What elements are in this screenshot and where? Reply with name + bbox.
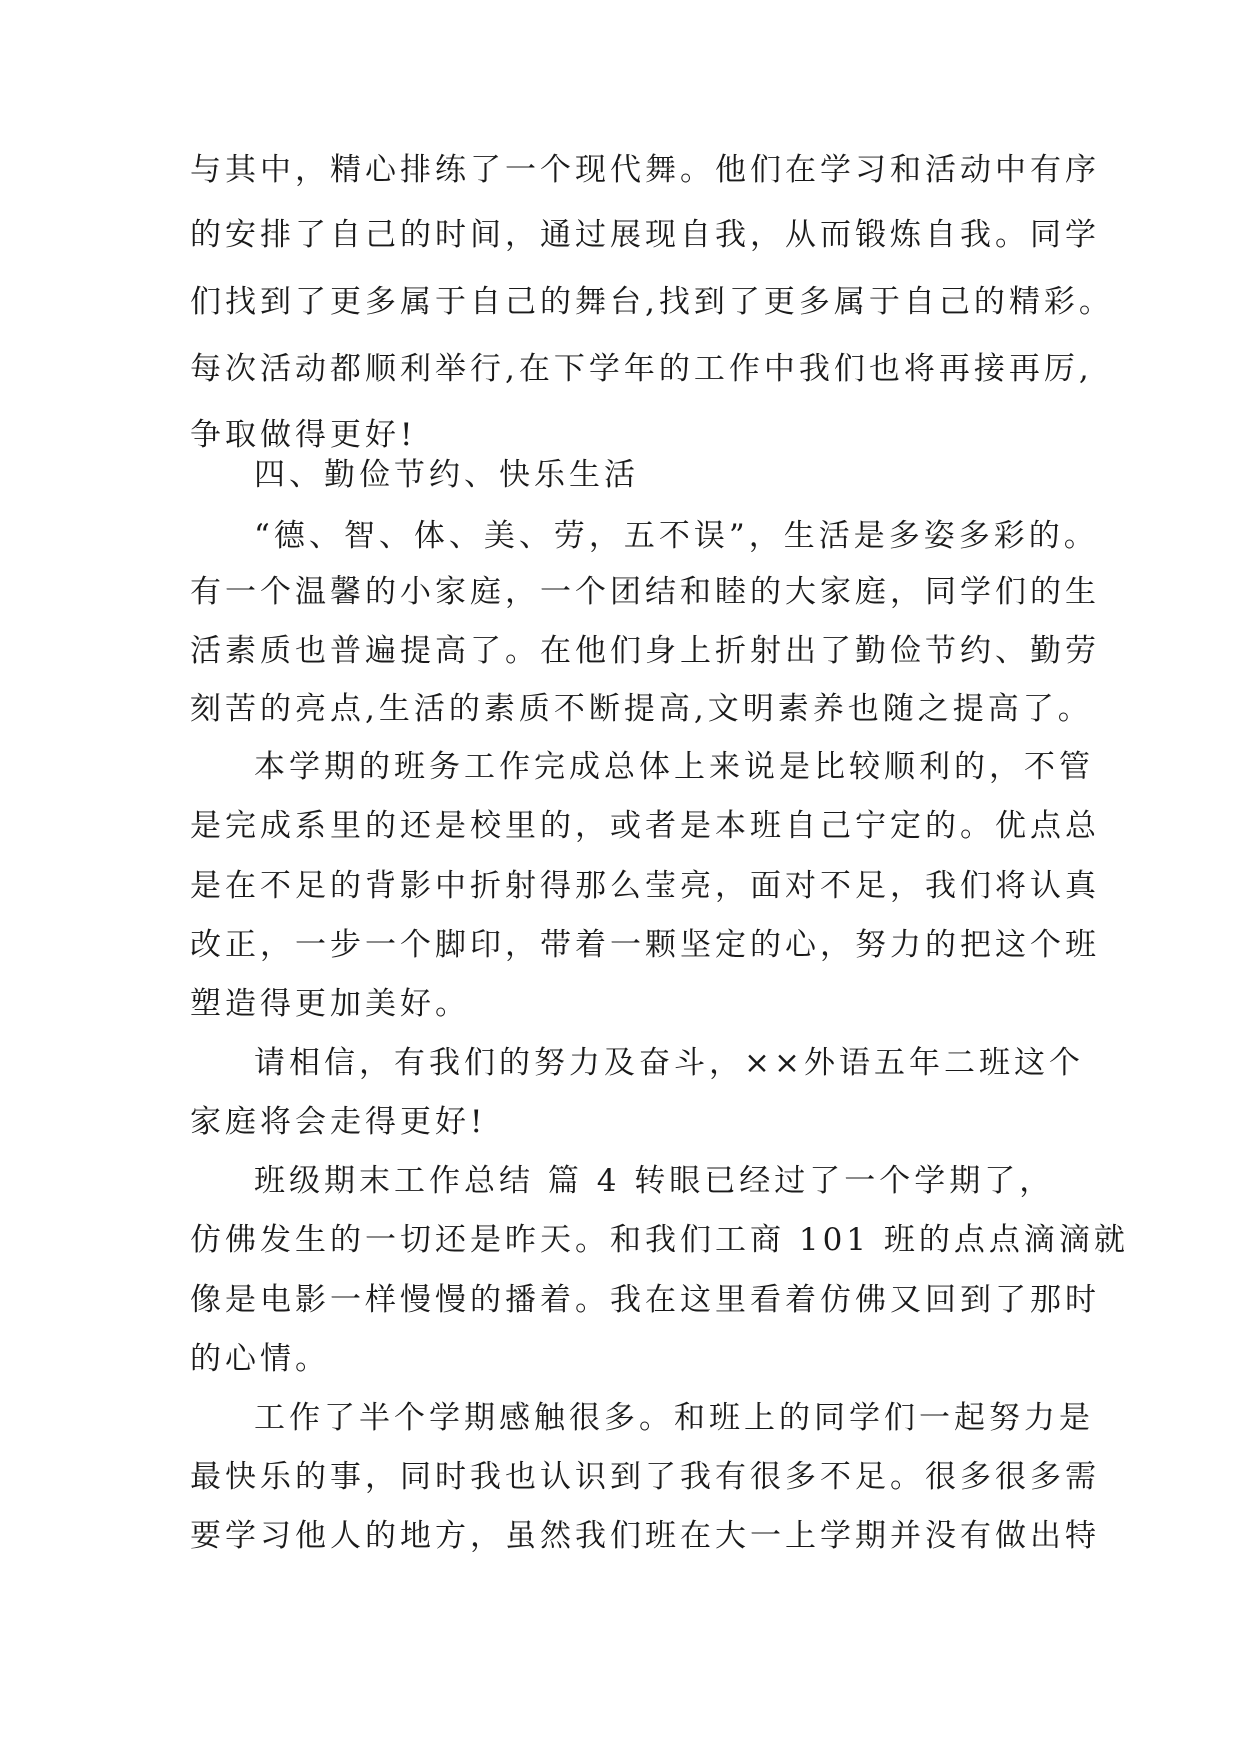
text-line: 像是电影一样慢慢的播着。我在这里看着仿佛又回到了那时 <box>190 1282 1100 1318</box>
text-line: 的心情。 <box>190 1341 330 1377</box>
text-line: 请相信，有我们的努力及奋斗，××外语五年二班这个 <box>254 1045 1084 1081</box>
text-line: 工作了半个学期感触很多。和班上的同学们一起努力是 <box>254 1400 1094 1436</box>
text-line: 与其中，精心排练了一个现代舞。他们在学习和活动中有序 <box>190 152 1100 188</box>
text-line: 本学期的班务工作完成总体上来说是比较顺利的，不管 <box>254 749 1094 785</box>
text-line: 们找到了更多属于自己的舞台,找到了更多属于自己的精彩。 <box>190 284 1114 320</box>
text-line: 要学习他人的地方，虽然我们班在大一上学期并没有做出特 <box>190 1518 1100 1554</box>
text-line: 家庭将会走得更好! <box>190 1104 487 1140</box>
section-heading: 四、勤俭节约、快乐生活 <box>254 457 639 493</box>
text-line: “德、智、体、美、劳，五不误”，生活是多姿多彩的。 <box>254 518 1099 554</box>
text-line: 最快乐的事，同时我也认识到了我有很多不足。很多很多需 <box>190 1459 1100 1495</box>
text-line: 仿佛发生的一切还是昨天。和我们工商 101 班的点点滴滴就 <box>190 1222 1129 1258</box>
text-line: 争取做得更好! <box>190 417 417 453</box>
text-line: 改正，一步一个脚印，带着一颗坚定的心，努力的把这个班 <box>190 927 1100 963</box>
text-line: 每次活动都顺利举行,在下学年的工作中我们也将再接再厉, <box>190 351 1093 387</box>
text-line: 刻苦的亮点,生活的素质不断提高,文明素养也随之提高了。 <box>190 691 1093 727</box>
text-line: 活素质也普遍提高了。在他们身上折射出了勤俭节约、勤劳 <box>190 633 1100 669</box>
text-line: 是在不足的背影中折射得那么莹亮，面对不足，我们将认真 <box>190 868 1100 904</box>
text-line: 是完成系里的还是校里的，或者是本班自己宁定的。优点总 <box>190 808 1100 844</box>
text-line: 塑造得更加美好。 <box>190 986 470 1022</box>
text-line: 的安排了自己的时间，通过展现自我，从而锻炼自我。同学 <box>190 217 1100 253</box>
text-line: 有一个温馨的小家庭，一个团结和睦的大家庭，同学们的生 <box>190 574 1100 610</box>
text-line: 班级期末工作总结 篇 4 转眼已经过了一个学期了， <box>254 1163 1055 1199</box>
